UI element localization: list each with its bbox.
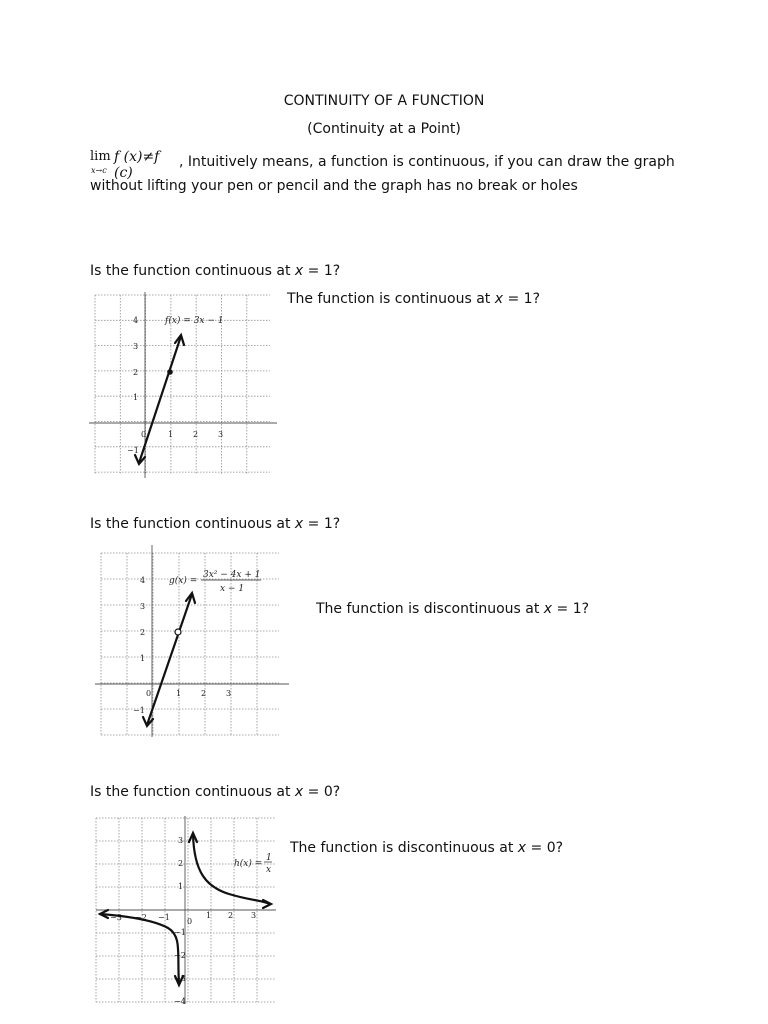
y-tick-label: 3 — [140, 602, 146, 611]
y-tick-label: −2 — [174, 951, 186, 960]
page-title: CONTINUITY OF A FUNCTION — [283, 93, 485, 109]
page-subtitle: (Continuity at a Point) — [307, 121, 461, 137]
function-denominator: x — [266, 865, 272, 875]
question-value: = 1? — [303, 516, 341, 532]
function-numerator: 3x² − 4x + 1 — [203, 570, 261, 580]
graph-g-rational — [95, 543, 289, 739]
x-tick-label: 3 — [218, 430, 224, 439]
question-value: = 0? — [303, 784, 341, 800]
answer-value: = 1? — [503, 291, 540, 307]
function-curve-left-branch — [100, 914, 179, 984]
y-tick-label: −1 — [127, 446, 139, 455]
y-tick-label: −4 — [174, 997, 186, 1006]
question-value: = 1? — [303, 263, 341, 279]
y-tick-label: 3 — [133, 342, 139, 351]
y-tick-label: −1 — [133, 706, 145, 715]
answer-text: The function is discontinuous at — [316, 601, 544, 617]
x-tick-label: −1 — [158, 913, 170, 922]
answer-variable: x — [494, 291, 504, 307]
definition-line-1: , Intuitively means, a function is continuous, if you can draw the graph — [179, 154, 675, 170]
x-tick-label: 0 — [141, 430, 147, 439]
y-tick-label: −3 — [174, 974, 186, 983]
function-curve — [147, 594, 192, 725]
answer-2 — [316, 601, 589, 617]
x-tick-label: −3 — [110, 913, 122, 922]
y-tick-label: 2 — [140, 628, 146, 637]
y-tick-label: 1 — [133, 393, 139, 402]
function-denominator: x − 1 — [220, 584, 245, 594]
answer-text: The function is discontinuous at — [290, 840, 518, 856]
hole-marker — [175, 629, 181, 635]
x-tick-label: 1 — [176, 689, 182, 698]
question-3 — [90, 784, 340, 800]
function-curve-right-branch — [193, 834, 270, 904]
question-variable: x — [294, 263, 304, 279]
y-tick-label: 4 — [140, 576, 146, 585]
x-tick-label: 0 — [146, 689, 152, 698]
question-text: Is the function continuous at — [90, 516, 295, 532]
y-tick-labels — [127, 316, 139, 455]
question-text: Is the function continuous at — [90, 263, 295, 279]
y-tick-label: 1 — [140, 654, 146, 663]
y-tick-label: 2 — [133, 368, 139, 377]
x-tick-labels — [141, 430, 223, 439]
answer-value: = 1? — [552, 601, 590, 617]
limit-word: lim — [90, 149, 111, 164]
arrow-head-right — [263, 900, 271, 908]
y-tick-label: 1 — [178, 882, 184, 891]
function-label: f(x) = 3x − 1 — [165, 316, 224, 326]
function-numerator: 1 — [266, 853, 272, 863]
question-variable: x — [294, 516, 304, 532]
y-tick-label: 3 — [178, 836, 184, 845]
x-tick-label: 0 — [187, 917, 193, 926]
limit-expression: f (x)≠f (c) — [114, 149, 160, 181]
x-tick-label: 2 — [201, 689, 207, 698]
question-1 — [90, 263, 340, 279]
x-tick-label: 1 — [206, 911, 212, 920]
x-tick-label: 3 — [226, 689, 232, 698]
answer-variable: x — [517, 840, 527, 856]
limit-notation — [90, 149, 178, 179]
limit-subscript: x→c — [91, 166, 107, 175]
answer-3 — [290, 840, 563, 856]
answer-1 — [287, 291, 540, 307]
y-tick-labels — [133, 576, 145, 715]
y-tick-label: 4 — [133, 316, 139, 325]
point-marker — [167, 369, 173, 375]
function-label-lhs: g(x) = — [169, 576, 198, 586]
x-tick-label: 2 — [228, 911, 234, 920]
x-tick-label: 2 — [193, 430, 199, 439]
question-text: Is the function continuous at — [90, 784, 295, 800]
x-tick-label: 3 — [251, 911, 257, 920]
y-tick-label: 2 — [178, 859, 184, 868]
x-tick-label: 1 — [168, 430, 174, 439]
definition-line-2: without lifting your pen or pencil and the graph has no break or holes — [90, 178, 578, 194]
y-tick-label: −1 — [174, 928, 186, 937]
question-2 — [90, 516, 340, 532]
answer-variable: x — [543, 601, 553, 617]
question-variable: x — [294, 784, 304, 800]
function-label-lhs: h(x) = — [234, 859, 263, 869]
answer-text: The function is continuous at — [287, 291, 495, 307]
graph-h-reciprocal — [94, 814, 278, 1006]
graph-f-linear — [89, 290, 277, 480]
x-tick-label: −2 — [135, 913, 147, 922]
answer-value: = 0? — [526, 840, 564, 856]
